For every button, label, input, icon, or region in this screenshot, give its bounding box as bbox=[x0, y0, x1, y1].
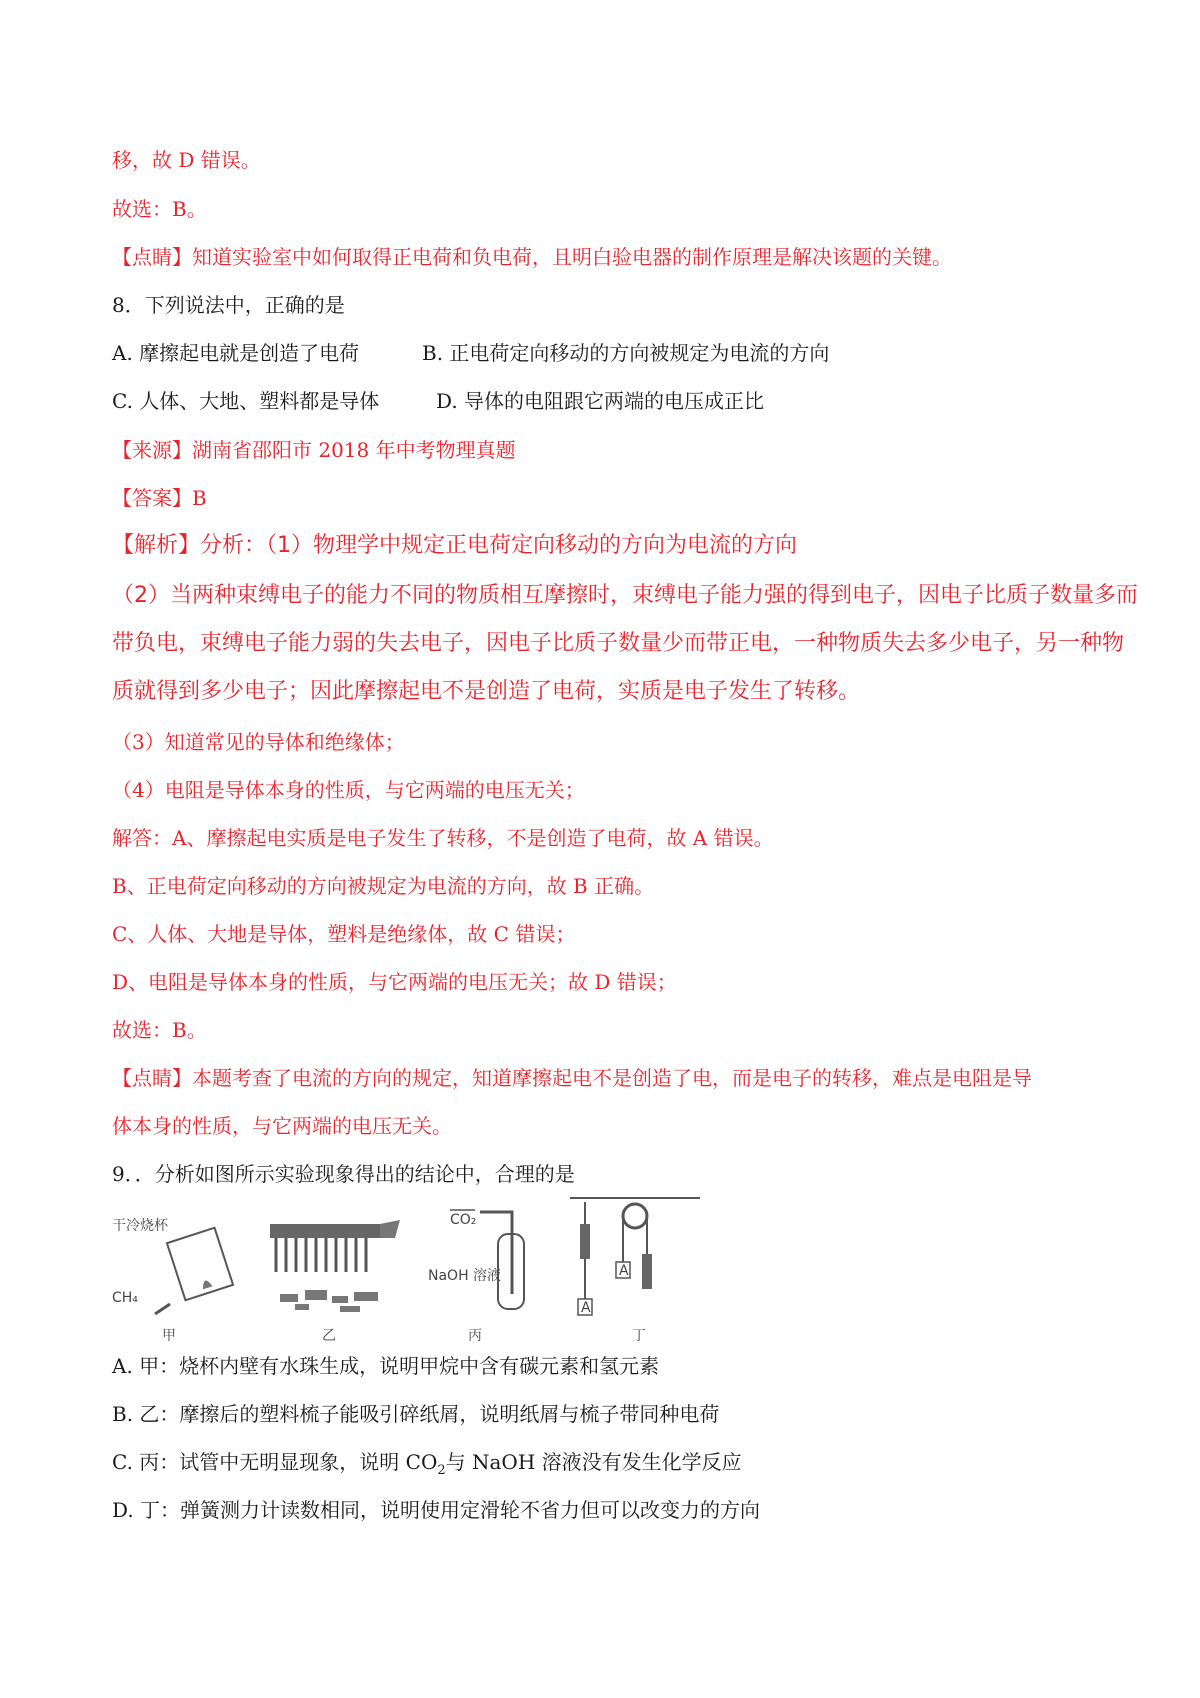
q8-analysis-2c: 质就得到多少电子；因此摩擦起电不是创造了电荷，实质是电子发生了转移。 bbox=[112, 679, 861, 704]
comb-experiment bbox=[270, 1220, 400, 1344]
q8-analysis-1: 【解析】分析：（1）物理学中规定正电荷定向移动的方向为电流的方向 bbox=[112, 533, 797, 558]
q8-source: 【来源】湖南省邵阳市 2018 年中考物理真题 bbox=[112, 438, 516, 462]
q9-stem: 9．．分析如图所示实验现象得出的结论中，合理的是 bbox=[112, 1162, 575, 1186]
spring-scale-right bbox=[642, 1254, 652, 1289]
svg-text:A: A bbox=[581, 1300, 591, 1316]
comb-spine bbox=[270, 1224, 380, 1238]
prev-answer-tail: 移，故 D 错误。 bbox=[112, 148, 261, 172]
label-bing: 丙 bbox=[468, 1328, 482, 1344]
q8-analysis-3: （3）知道常见的导体和绝缘体； bbox=[112, 730, 405, 754]
label-yi: 乙 bbox=[322, 1328, 336, 1344]
gas-tube bbox=[155, 1304, 170, 1314]
prev-comment: 【点睛】知道实验室中如何取得正电荷和负电荷，且明白验电器的制作原理是解决该题的关键。 bbox=[112, 245, 952, 269]
beaker-text: 干冷烧杯 bbox=[112, 1218, 168, 1234]
q8-option-b: B. 正电荷定向移动的方向被规定为电流的方向 bbox=[422, 341, 830, 365]
label-ding: 丁 bbox=[632, 1328, 646, 1344]
pulley-icon bbox=[623, 1204, 647, 1228]
co2-text: CO₂ bbox=[450, 1212, 477, 1228]
q9-option-b: B. 乙：摩擦后的塑料梳子能吸引碎纸屑，说明纸屑与梳子带同种电荷 bbox=[112, 1402, 720, 1426]
q8-choice: 故选：B。 bbox=[112, 1018, 207, 1042]
q8-option-d: D. 导体的电阻跟它两端的电压成正比 bbox=[436, 389, 765, 413]
pulley-experiment bbox=[570, 1198, 700, 1344]
paper-scraps bbox=[280, 1290, 378, 1312]
q8-option-c: C. 人体、大地、塑料都是导体 bbox=[112, 389, 380, 413]
beaker-icon bbox=[167, 1228, 233, 1301]
q8-stem: 8．下列说法中，正确的是 bbox=[112, 293, 345, 317]
q8-analysis-2b: 带负电，束缚电子能力弱的失去电子，因电子比质子数量少而带正电，一种物质失去多少电子，另一种物 bbox=[112, 631, 1125, 656]
prev-choice: 故选：B。 bbox=[112, 197, 207, 221]
q9-option-a: A. 甲：烧杯内壁有水珠生成，说明甲烷中含有碳元素和氢元素 bbox=[112, 1354, 660, 1378]
ch4-text: CH₄ bbox=[112, 1290, 138, 1306]
q8-solution-c: C、人体、大地是导体，塑料是绝缘体，故 C 错误； bbox=[112, 922, 576, 946]
q8-solution-d: D、电阻是导体本身的性质，与它两端的电压无关；故 D 错误； bbox=[112, 970, 677, 994]
q8-option-a: A. 摩擦起电就是创造了电荷 bbox=[112, 341, 360, 365]
q9-experiment-figure bbox=[100, 1194, 720, 1344]
q8-comment-2: 体本身的性质，与它两端的电压无关。 bbox=[112, 1114, 452, 1138]
q8-comment-1: 【点睛】本题考查了电流的方向的规定，知道摩擦起电不是创造了电，而是电子的转移，难点是电阻是导 bbox=[112, 1066, 1032, 1090]
beaker-experiment bbox=[112, 1217, 233, 1344]
q9-option-c: C. 丙：试管中无明显现象，说明 $CO_2$与 NaOH 溶液没有发生化学反应 bbox=[112, 1450, 742, 1478]
q8-analysis-2a: （2）当两种束缚电子的能力不同的物质相互摩擦时，束缚电子能力强的得到电子，因电子比质子数量多而 bbox=[112, 583, 1139, 608]
label-jia: 甲 bbox=[162, 1328, 176, 1344]
q8-analysis-4: （4）电阻是导体本身的性质，与它两端的电压无关； bbox=[112, 778, 585, 802]
flame-icon bbox=[201, 1279, 213, 1289]
svg-text:A: A bbox=[619, 1263, 629, 1279]
co2-experiment bbox=[428, 1210, 524, 1344]
naoh-text: NaOH 溶液 bbox=[428, 1268, 502, 1284]
q8-solution-b: B、正电荷定向移动的方向被规定为电流的方向，故 B 正确。 bbox=[112, 874, 655, 898]
q8-answer: 【答案】B bbox=[112, 486, 207, 510]
q9-option-d: D. 丁：弹簧测力计读数相同，说明使用定滑轮不省力但可以改变力的方向 bbox=[112, 1498, 761, 1522]
spring-scale-left bbox=[580, 1224, 590, 1259]
q8-solution-a: 解答：A、摩擦起电实质是电子发生了转移，不是创造了电荷，故 A 错误。 bbox=[112, 826, 774, 850]
comb-handle bbox=[380, 1220, 400, 1238]
